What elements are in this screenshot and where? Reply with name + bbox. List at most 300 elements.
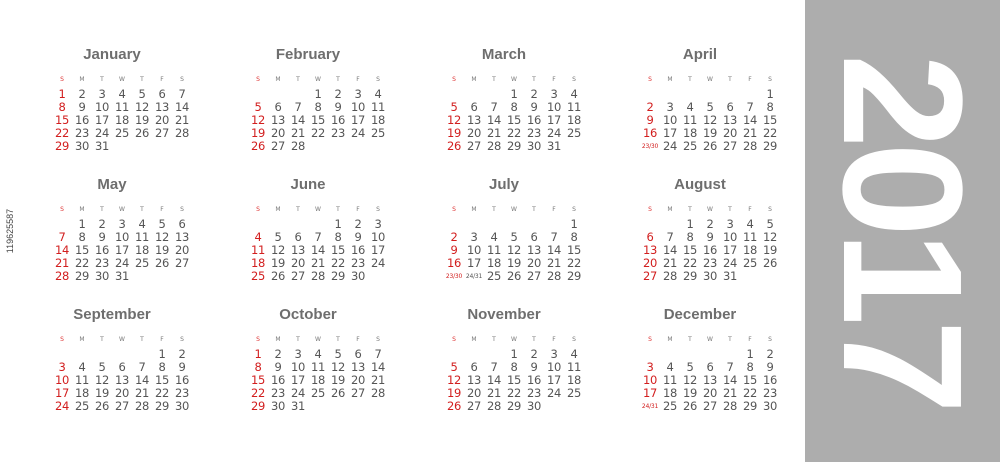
day-cell: 26	[446, 399, 462, 413]
weekday-header	[444, 76, 584, 86]
day-cell: 18	[310, 373, 326, 387]
day-cell: 19	[446, 386, 462, 400]
day-cell: 28	[662, 269, 678, 283]
day-cell: 26	[154, 256, 170, 270]
days-grid	[248, 88, 388, 168]
day-cell: 24	[370, 256, 386, 270]
day-cell: 10	[94, 100, 110, 114]
day-cell-split: 24/31	[465, 273, 483, 280]
day-cell: 14	[546, 243, 562, 257]
day-cell: 26	[762, 256, 778, 270]
day-cell: 25	[682, 139, 698, 153]
day-cell: 27	[526, 269, 542, 283]
day-cell: 28	[546, 269, 562, 283]
day-cell: 15	[566, 243, 582, 257]
month-march	[414, 38, 594, 168]
day-cell: 23	[330, 126, 346, 140]
day-cell: 13	[526, 243, 542, 257]
weekday-header	[52, 206, 192, 216]
day-cell: 2	[530, 347, 538, 361]
days-grid	[248, 348, 388, 428]
day-cell: 21	[486, 126, 502, 140]
day-cell: 1	[254, 347, 262, 361]
day-cell: 25	[566, 126, 582, 140]
weekday-header	[248, 76, 388, 86]
day-cell: 21	[370, 373, 386, 387]
day-cell: 2	[354, 217, 362, 231]
day-cell: 4	[374, 87, 382, 101]
day-cell: 15	[506, 373, 522, 387]
day-cell: 22	[250, 386, 266, 400]
weekday-header	[248, 206, 388, 216]
day-cell: 27	[722, 139, 738, 153]
day-cell: 23	[174, 386, 190, 400]
day-cell: 12	[270, 243, 286, 257]
weekday-label: T	[532, 206, 536, 213]
weekday-label: F	[356, 206, 360, 213]
day-cell: 27	[114, 399, 130, 413]
day-cell: 5	[450, 360, 458, 374]
day-cell: 19	[762, 243, 778, 257]
weekday-label: M	[471, 206, 477, 213]
day-cell: 19	[330, 373, 346, 387]
weekday-label: F	[160, 206, 164, 213]
day-cell: 10	[642, 373, 658, 387]
day-cell: 7	[178, 87, 186, 101]
year-sidebar	[805, 0, 1000, 462]
weekday-label: F	[748, 206, 752, 213]
day-cell: 5	[274, 230, 282, 244]
day-cell: 29	[506, 399, 522, 413]
day-cell: 20	[702, 386, 718, 400]
day-cell: 11	[114, 100, 130, 114]
day-cell: 15	[154, 373, 170, 387]
day-cell: 2	[646, 100, 654, 114]
day-cell: 5	[686, 360, 694, 374]
day-cell: 10	[290, 360, 306, 374]
weekday-label: T	[532, 76, 536, 83]
month-name: July	[488, 176, 519, 193]
day-cell: 14	[742, 113, 758, 127]
day-cell: 11	[742, 230, 758, 244]
day-cell: 14	[722, 373, 738, 387]
day-cell: 18	[250, 256, 266, 270]
day-cell: 17	[546, 373, 562, 387]
day-cell: 6	[118, 360, 126, 374]
day-cell: 11	[566, 360, 582, 374]
day-cell: 13	[466, 373, 482, 387]
day-cell: 1	[510, 347, 518, 361]
day-cell: 7	[726, 360, 734, 374]
day-cell: 10	[54, 373, 70, 387]
weekday-label: T	[296, 76, 300, 83]
weekday-label: S	[452, 336, 456, 343]
day-cell: 23	[270, 386, 286, 400]
weekday-label: T	[296, 336, 300, 343]
day-cell: 15	[762, 113, 778, 127]
month-february	[218, 38, 398, 168]
day-cell: 23	[350, 256, 366, 270]
day-cell: 13	[174, 230, 190, 244]
day-cell: 29	[54, 139, 70, 153]
weekday-label: M	[275, 336, 281, 343]
year-label: 2017	[807, 53, 997, 409]
days-grid	[52, 348, 192, 428]
day-cell: 25	[134, 256, 150, 270]
day-cell: 4	[118, 87, 126, 101]
weekday-label: F	[356, 76, 360, 83]
weekday-label: T	[100, 76, 104, 83]
weekday-label: T	[336, 336, 340, 343]
day-cell: 5	[450, 100, 458, 114]
day-cell: 23	[762, 386, 778, 400]
day-cell: 13	[642, 243, 658, 257]
day-cell: 7	[746, 100, 754, 114]
day-cell: 17	[642, 386, 658, 400]
day-cell: 7	[490, 100, 498, 114]
day-cell: 25	[370, 126, 386, 140]
weekday-header	[248, 336, 388, 346]
weekday-label: T	[336, 76, 340, 83]
day-cell: 7	[294, 100, 302, 114]
day-cell: 29	[762, 139, 778, 153]
day-cell: 8	[746, 360, 754, 374]
day-cell: 8	[314, 100, 322, 114]
day-cell: 22	[506, 126, 522, 140]
month-december	[610, 298, 790, 428]
weekday-label: S	[376, 76, 380, 83]
day-cell: 6	[158, 87, 166, 101]
day-cell: 11	[250, 243, 266, 257]
day-cell: 13	[154, 100, 170, 114]
day-cell: 9	[766, 360, 774, 374]
day-cell: 30	[702, 269, 718, 283]
day-cell: 21	[742, 126, 758, 140]
day-cell: 26	[250, 139, 266, 153]
day-cell: 16	[270, 373, 286, 387]
weekday-label: W	[707, 336, 713, 343]
day-cell: 19	[94, 386, 110, 400]
day-cell: 31	[290, 399, 306, 413]
day-cell: 22	[566, 256, 582, 270]
day-cell: 2	[274, 347, 282, 361]
day-cell: 31	[114, 269, 130, 283]
weekday-label: T	[688, 336, 692, 343]
day-cell: 22	[74, 256, 90, 270]
day-cell: 2	[334, 87, 342, 101]
day-cell: 15	[506, 113, 522, 127]
day-cell: 4	[666, 360, 674, 374]
weekday-label: F	[552, 206, 556, 213]
stock-id-label: 119625587	[5, 208, 15, 254]
day-cell: 30	[270, 399, 286, 413]
weekday-label: S	[768, 76, 772, 83]
day-cell: 11	[662, 373, 678, 387]
day-cell: 16	[642, 126, 658, 140]
day-cell: 19	[506, 256, 522, 270]
day-cell: 9	[354, 230, 362, 244]
day-cell: 7	[138, 360, 146, 374]
weekday-label: M	[667, 76, 673, 83]
day-cell: 9	[78, 100, 86, 114]
day-cell: 11	[74, 373, 90, 387]
day-cell: 3	[646, 360, 654, 374]
day-cell: 20	[642, 256, 658, 270]
weekday-label: T	[728, 336, 732, 343]
day-cell: 6	[530, 230, 538, 244]
day-cell: 26	[330, 386, 346, 400]
day-cell: 21	[546, 256, 562, 270]
day-cell: 18	[370, 113, 386, 127]
day-cell: 16	[74, 113, 90, 127]
month-name: February	[275, 46, 341, 63]
day-cell: 21	[722, 386, 738, 400]
day-cell: 29	[566, 269, 582, 283]
day-cell: 6	[354, 347, 362, 361]
day-cell: 24	[54, 399, 70, 413]
day-cell: 21	[174, 113, 190, 127]
day-cell: 14	[174, 100, 190, 114]
day-cell: 5	[138, 87, 146, 101]
day-cell: 5	[254, 100, 262, 114]
weekday-header	[444, 206, 584, 216]
day-cell: 18	[114, 113, 130, 127]
weekday-label: W	[707, 206, 713, 213]
day-cell: 9	[530, 100, 538, 114]
weekday-label: W	[119, 336, 125, 343]
day-cell: 8	[334, 230, 342, 244]
month-name: November	[467, 306, 541, 323]
day-cell: 12	[762, 230, 778, 244]
day-cell: 30	[74, 139, 90, 153]
day-cell: 23	[94, 256, 110, 270]
day-cell: 4	[254, 230, 262, 244]
weekday-label: T	[140, 336, 144, 343]
day-cell: 26	[94, 399, 110, 413]
weekday-label: S	[648, 76, 652, 83]
day-cell: 30	[526, 139, 542, 153]
day-cell: 22	[330, 256, 346, 270]
day-cell: 30	[526, 399, 542, 413]
weekday-label: M	[667, 336, 673, 343]
day-cell: 29	[250, 399, 266, 413]
weekday-header	[444, 336, 584, 346]
day-cell: 26	[506, 269, 522, 283]
day-cell: 10	[114, 230, 130, 244]
day-cell: 18	[74, 386, 90, 400]
weekday-label: W	[707, 76, 713, 83]
day-cell: 28	[134, 399, 150, 413]
day-cell: 4	[746, 217, 754, 231]
day-cell: 1	[686, 217, 694, 231]
day-cell: 25	[566, 386, 582, 400]
weekday-label: M	[471, 336, 477, 343]
month-name: April	[682, 46, 718, 63]
day-cell: 12	[330, 360, 346, 374]
weekday-header	[640, 76, 780, 86]
day-cell: 28	[310, 269, 326, 283]
day-cell: 22	[506, 386, 522, 400]
weekday-label: S	[572, 76, 576, 83]
weekday-label: T	[728, 206, 732, 213]
month-name: June	[290, 176, 326, 193]
day-cell: 4	[570, 347, 578, 361]
day-cell: 18	[662, 386, 678, 400]
day-cell: 17	[350, 113, 366, 127]
day-cell: 17	[546, 113, 562, 127]
day-cell: 17	[722, 243, 738, 257]
month-september	[22, 298, 202, 428]
weekday-label: M	[79, 336, 85, 343]
day-cell: 18	[682, 126, 698, 140]
day-cell: 24	[546, 386, 562, 400]
month-october	[218, 298, 398, 428]
day-cell: 18	[742, 243, 758, 257]
day-cell: 29	[154, 399, 170, 413]
day-cell: 4	[490, 230, 498, 244]
day-cell: 1	[766, 87, 774, 101]
day-cell: 12	[682, 373, 698, 387]
day-cell: 13	[466, 113, 482, 127]
day-cell: 27	[642, 269, 658, 283]
weekday-label: S	[60, 206, 64, 213]
day-cell-split: 23/30	[641, 143, 659, 150]
day-cell: 9	[646, 113, 654, 127]
weekday-label: S	[256, 206, 260, 213]
day-cell: 16	[762, 373, 778, 387]
day-cell: 28	[742, 139, 758, 153]
day-cell: 3	[550, 347, 558, 361]
day-cell: 3	[470, 230, 478, 244]
day-cell: 18	[486, 256, 502, 270]
day-cell: 11	[486, 243, 502, 257]
weekday-label: S	[256, 76, 260, 83]
month-name: September	[73, 306, 151, 323]
weekday-label: S	[180, 336, 184, 343]
day-cell: 27	[174, 256, 190, 270]
day-cell: 13	[290, 243, 306, 257]
day-cell: 21	[54, 256, 70, 270]
day-cell: 20	[114, 386, 130, 400]
day-cell: 7	[490, 360, 498, 374]
weekday-label: S	[648, 206, 652, 213]
day-cell: 1	[158, 347, 166, 361]
day-cell: 20	[290, 256, 306, 270]
day-cell: 9	[98, 230, 106, 244]
day-cell: 23	[702, 256, 718, 270]
day-cell: 3	[666, 100, 674, 114]
weekday-label: T	[140, 206, 144, 213]
day-cell: 27	[350, 386, 366, 400]
day-cell: 4	[138, 217, 146, 231]
day-cell: 17	[114, 243, 130, 257]
day-cell: 27	[270, 139, 286, 153]
day-cell: 22	[762, 126, 778, 140]
day-cell: 13	[270, 113, 286, 127]
day-cell: 13	[114, 373, 130, 387]
day-cell: 20	[466, 386, 482, 400]
day-cell: 28	[370, 386, 386, 400]
day-cell: 31	[94, 139, 110, 153]
month-name: May	[97, 176, 127, 193]
day-cell: 28	[722, 399, 738, 413]
day-cell: 23	[526, 126, 542, 140]
day-cell: 4	[78, 360, 86, 374]
day-cell: 16	[526, 373, 542, 387]
day-cell: 2	[78, 87, 86, 101]
day-cell: 16	[330, 113, 346, 127]
day-cell: 21	[290, 126, 306, 140]
weekday-label: F	[160, 76, 164, 83]
day-cell: 20	[174, 243, 190, 257]
weekday-label: T	[296, 206, 300, 213]
day-cell: 6	[274, 100, 282, 114]
day-cell: 6	[178, 217, 186, 231]
day-cell: 20	[526, 256, 542, 270]
weekday-label: M	[79, 76, 85, 83]
day-cell: 16	[174, 373, 190, 387]
day-cell: 17	[54, 386, 70, 400]
day-cell: 26	[134, 126, 150, 140]
day-cell: 20	[350, 373, 366, 387]
days-grid	[52, 88, 192, 168]
weekday-label: W	[511, 76, 517, 83]
day-cell: 8	[570, 230, 578, 244]
day-cell: 11	[310, 360, 326, 374]
day-cell: 27	[154, 126, 170, 140]
day-cell: 24	[546, 126, 562, 140]
days-grid	[640, 348, 780, 428]
day-cell: 17	[290, 373, 306, 387]
day-cell: 25	[114, 126, 130, 140]
day-cell: 27	[290, 269, 306, 283]
weekday-label: M	[275, 206, 281, 213]
day-cell: 15	[250, 373, 266, 387]
day-cell: 10	[370, 230, 386, 244]
calendar-grid	[22, 38, 802, 438]
day-cell: 1	[570, 217, 578, 231]
day-cell: 20	[466, 126, 482, 140]
day-cell: 9	[450, 243, 458, 257]
month-name: August	[674, 176, 726, 193]
weekday-label: T	[492, 76, 496, 83]
day-cell: 6	[294, 230, 302, 244]
day-cell: 14	[54, 243, 70, 257]
day-cell: 7	[314, 230, 322, 244]
day-cell: 1	[314, 87, 322, 101]
day-cell: 2	[530, 87, 538, 101]
day-cell: 17	[466, 256, 482, 270]
day-cell: 20	[722, 126, 738, 140]
day-cell: 6	[726, 100, 734, 114]
day-cell: 29	[74, 269, 90, 283]
day-cell: 12	[446, 373, 462, 387]
day-cell: 21	[662, 256, 678, 270]
day-cell: 9	[530, 360, 538, 374]
weekday-label: S	[452, 206, 456, 213]
weekday-label: W	[315, 76, 321, 83]
day-cell: 15	[54, 113, 70, 127]
day-cell: 15	[742, 373, 758, 387]
weekday-label: S	[768, 336, 772, 343]
month-name: January	[83, 46, 141, 63]
weekday-label: T	[532, 336, 536, 343]
day-cell: 29	[506, 139, 522, 153]
day-cell: 21	[134, 386, 150, 400]
day-cell-split: 24/31	[641, 403, 659, 410]
day-cell: 6	[470, 360, 478, 374]
day-cell: 1	[78, 217, 86, 231]
